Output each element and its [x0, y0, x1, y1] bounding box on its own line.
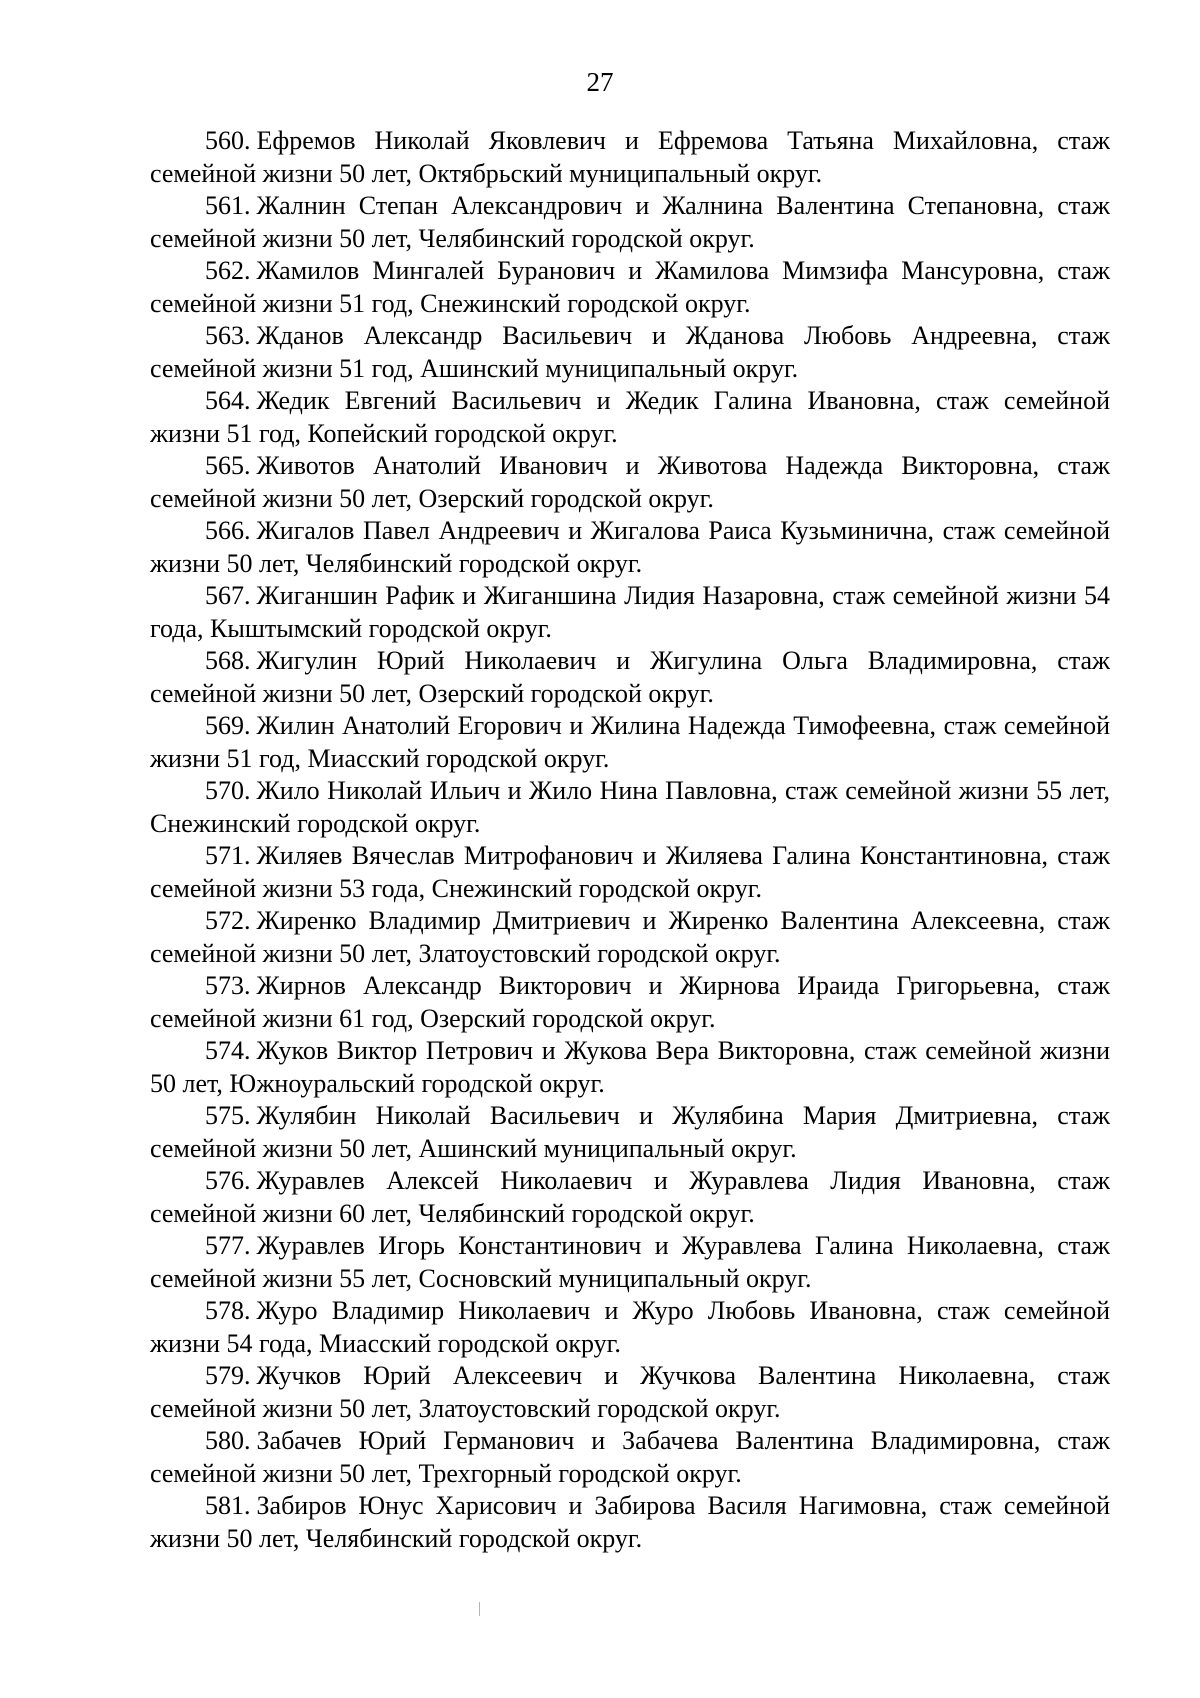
- entry-text: Забачев Юрий Германович и Забачева Валентина Владимировна, стаж семейной жизни 50 лет, Трехгорный городской округ.: [150, 1426, 1110, 1488]
- entry-number: 560.: [205, 126, 251, 155]
- list-item: [150, 1425, 1110, 1490]
- list-item: [150, 450, 1110, 515]
- list-item: [150, 1100, 1110, 1165]
- entry-number: 573.: [205, 971, 251, 1000]
- entry-text: Жилин Анатолий Егорович и Жилина Надежда Тимофеевна, стаж семейной жизни 51 год, Миасский городской округ.: [150, 711, 1110, 773]
- entry-number: 580.: [205, 1426, 251, 1455]
- entry-number: 577.: [205, 1231, 251, 1260]
- entry-text: Жиганшин Рафик и Жиганшина Лидия Назаровна, стаж семейной жизни 54 года, Кыштымский городской округ.: [150, 581, 1110, 643]
- entry-number: 571.: [205, 841, 251, 870]
- entry-number: 569.: [205, 711, 251, 740]
- entry-number: 561.: [205, 191, 251, 220]
- entry-number: 570.: [205, 776, 251, 805]
- entry-text: Жиренко Владимир Дмитриевич и Жиренко Валентина Алексеевна, стаж семейной жизни 50 лет, Златоустовский городской округ.: [150, 906, 1110, 968]
- entry-text: Жулябин Николай Васильевич и Жулябина Мария Дмитриевна, стаж семейной жизни 50 лет, Ашинский муниципальный округ.: [150, 1101, 1110, 1163]
- entry-text: Животов Анатолий Иванович и Животова Надежда Викторовна, стаж семейной жизни 50 лет, Озерский городской округ.: [150, 451, 1110, 513]
- entry-text: Жданов Александр Васильевич и Жданова Любовь Андреевна, стаж семейной жизни 51 год, Ашинский муниципальный округ.: [150, 321, 1110, 383]
- entry-list: [150, 125, 1110, 1555]
- entry-number: 565.: [205, 451, 251, 480]
- list-item: [150, 1490, 1110, 1555]
- entry-number: 564.: [205, 386, 251, 415]
- entry-text: Журавлев Игорь Константинович и Журавлева Галина Николаевна, стаж семейной жизни 55 лет, Сосновский муниципальный округ.: [150, 1231, 1110, 1293]
- list-item: [150, 1295, 1110, 1360]
- list-item: [150, 645, 1110, 710]
- entry-text: Жигулин Юрий Николаевич и Жигулина Ольга Владимировна, стаж семейной жизни 50 лет, Озерский городской округ.: [150, 646, 1110, 708]
- entry-text: Жиляев Вячеслав Митрофанович и Жиляева Галина Константиновна, стаж семейной жизни 53 года, Снежинский городской округ.: [150, 841, 1110, 903]
- list-item: [150, 840, 1110, 905]
- list-item: [150, 125, 1110, 190]
- list-item: [150, 1360, 1110, 1425]
- list-item: [150, 1165, 1110, 1230]
- entry-text: Журо Владимир Николаевич и Журо Любовь Ивановна, стаж семейной жизни 54 года, Миасский городской округ.: [150, 1296, 1110, 1358]
- list-item: [150, 970, 1110, 1035]
- entry-text: Жамилов Мингалей Буранович и Жамилова Мимзифа Мансуровна, стаж семейной жизни 51 год, Снежинский городской округ.: [150, 256, 1110, 318]
- list-item: [150, 1035, 1110, 1100]
- entry-text: Жуков Виктор Петрович и Жукова Вера Викторовна, стаж семейной жизни 50 лет, Южноуральский городской округ.: [150, 1036, 1110, 1098]
- entry-number: 576.: [205, 1166, 251, 1195]
- list-item: [150, 580, 1110, 645]
- list-item: [150, 385, 1110, 450]
- entry-number: 579.: [205, 1361, 251, 1390]
- entry-text: Жучков Юрий Алексеевич и Жучкова Валентина Николаевна, стаж семейной жизни 50 лет, Златоустовский городской округ.: [150, 1361, 1110, 1423]
- list-item: [150, 775, 1110, 840]
- entry-number: 562.: [205, 256, 251, 285]
- entry-number: 574.: [205, 1036, 251, 1065]
- entry-text: Жигалов Павел Андреевич и Жигалова Раиса Кузьминична, стаж семейной жизни 50 лет, Челябинский городской округ.: [150, 516, 1110, 578]
- list-item: [150, 190, 1110, 255]
- list-item: [150, 905, 1110, 970]
- list-item: [150, 1230, 1110, 1295]
- entry-number: 568.: [205, 646, 251, 675]
- list-item: [150, 710, 1110, 775]
- list-item: [150, 255, 1110, 320]
- entry-text: Ефремов Николай Яковлевич и Ефремова Татьяна Михайловна, стаж семейной жизни 50 лет, Октябрьский муниципальный округ.: [150, 126, 1110, 188]
- entry-text: Жило Николай Ильич и Жило Нина Павловна, стаж семейной жизни 55 лет, Снежинский городской округ.: [150, 776, 1110, 838]
- entry-number: 581.: [205, 1491, 251, 1520]
- entry-number: 567.: [205, 581, 251, 610]
- entry-text: Забиров Юнус Харисович и Забирова Василя Нагимовна, стаж семейной жизни 50 лет, Челябинский городской округ.: [150, 1491, 1110, 1553]
- entry-text: Жирнов Александр Викторович и Жирнова Ираида Григорьевна, стаж семейной жизни 61 год, Озерский городской округ.: [150, 971, 1110, 1033]
- entry-text: Журавлев Алексей Николаевич и Журавлева Лидия Ивановна, стаж семейной жизни 60 лет, Челябинский городской округ.: [150, 1166, 1110, 1228]
- list-item: [150, 320, 1110, 385]
- entry-number: 572.: [205, 906, 251, 935]
- scan-artifact: [479, 1602, 480, 1616]
- list-item: [150, 515, 1110, 580]
- entry-number: 566.: [205, 516, 251, 545]
- entry-number: 578.: [205, 1296, 251, 1325]
- entry-number: 563.: [205, 321, 251, 350]
- entry-number: 575.: [205, 1101, 251, 1130]
- entry-text: Жедик Евгений Васильевич и Жедик Галина Ивановна, стаж семейной жизни 51 год, Копейский городской округ.: [150, 386, 1110, 448]
- page-number: 27: [586, 67, 614, 97]
- entry-text: Жалнин Степан Александрович и Жалнина Валентина Степановна, стаж семейной жизни 50 лет, Челябинский городской округ.: [150, 191, 1110, 253]
